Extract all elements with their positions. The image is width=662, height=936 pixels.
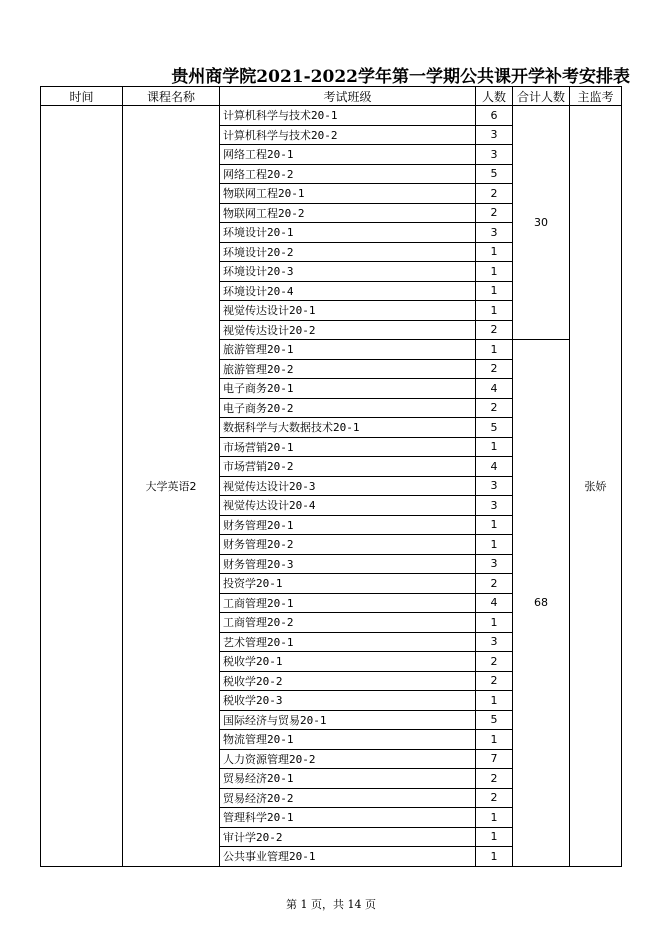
- count-cell: 1: [476, 281, 513, 301]
- count-cell: 1: [476, 808, 513, 828]
- count-cell: 1: [476, 242, 513, 262]
- class-name-cell: 管理科学20-1: [220, 808, 476, 828]
- header-time: 时间: [41, 87, 123, 106]
- count-cell: 2: [476, 184, 513, 204]
- header-count: 人数: [476, 87, 513, 106]
- count-cell: 1: [476, 535, 513, 555]
- count-cell: 3: [476, 476, 513, 496]
- count-cell: 3: [476, 496, 513, 516]
- class-name-cell: 环境设计20-3: [220, 262, 476, 282]
- table-row: [41, 106, 622, 126]
- total-count-cell: 68: [513, 340, 570, 867]
- header-total: 合计人数: [513, 87, 570, 106]
- count-cell: 2: [476, 203, 513, 223]
- count-cell: 2: [476, 788, 513, 808]
- class-name-cell: 工商管理20-1: [220, 593, 476, 613]
- count-cell: 2: [476, 320, 513, 340]
- class-name-cell: 环境设计20-1: [220, 223, 476, 243]
- count-cell: 1: [476, 301, 513, 321]
- count-cell: 1: [476, 515, 513, 535]
- count-cell: 1: [476, 847, 513, 867]
- count-cell: 2: [476, 574, 513, 594]
- class-name-cell: 市场营销20-2: [220, 457, 476, 477]
- count-cell: 6: [476, 106, 513, 126]
- page-footer: 第 1 页，共 14 页: [286, 898, 376, 911]
- count-cell: 2: [476, 398, 513, 418]
- class-name-cell: 贸易经济20-2: [220, 788, 476, 808]
- class-name-cell: 旅游管理20-1: [220, 340, 476, 360]
- header-row: [41, 87, 622, 106]
- count-cell: 3: [476, 632, 513, 652]
- class-name-cell: 财务管理20-3: [220, 554, 476, 574]
- class-name-cell: 工商管理20-2: [220, 613, 476, 633]
- class-name-cell: 电子商务20-1: [220, 379, 476, 399]
- header-proctor: 主监考: [570, 87, 622, 106]
- count-cell: 1: [476, 262, 513, 282]
- class-name-cell: 视觉传达设计20-1: [220, 301, 476, 321]
- class-name-cell: 审计学20-2: [220, 827, 476, 847]
- count-cell: 3: [476, 125, 513, 145]
- class-name-cell: 电子商务20-2: [220, 398, 476, 418]
- class-name-cell: 物联网工程20-2: [220, 203, 476, 223]
- class-name-cell: 税收学20-2: [220, 671, 476, 691]
- count-cell: 1: [476, 691, 513, 711]
- class-name-cell: 税收学20-3: [220, 691, 476, 711]
- exam-schedule-table: [40, 86, 622, 867]
- class-name-cell: 国际经济与贸易20-1: [220, 710, 476, 730]
- class-name-cell: 计算机科学与技术20-1: [220, 106, 476, 126]
- count-cell: 4: [476, 379, 513, 399]
- count-cell: 3: [476, 554, 513, 574]
- count-cell: 4: [476, 593, 513, 613]
- count-cell: 2: [476, 671, 513, 691]
- class-name-cell: 网络工程20-2: [220, 164, 476, 184]
- class-name-cell: 公共事业管理20-1: [220, 847, 476, 867]
- count-cell: 3: [476, 145, 513, 165]
- total-count-cell: 30: [513, 106, 570, 340]
- class-name-cell: 旅游管理20-2: [220, 359, 476, 379]
- class-name-cell: 视觉传达设计20-4: [220, 496, 476, 516]
- count-cell: 1: [476, 827, 513, 847]
- count-cell: 2: [476, 769, 513, 789]
- count-cell: 1: [476, 437, 513, 457]
- class-name-cell: 贸易经济20-1: [220, 769, 476, 789]
- count-cell: 5: [476, 710, 513, 730]
- class-name-cell: 网络工程20-1: [220, 145, 476, 165]
- class-name-cell: 计算机科学与技术20-2: [220, 125, 476, 145]
- time-cell: [41, 106, 123, 867]
- class-name-cell: 税收学20-1: [220, 652, 476, 672]
- count-cell: 1: [476, 340, 513, 360]
- class-name-cell: 物联网工程20-1: [220, 184, 476, 204]
- count-cell: 7: [476, 749, 513, 769]
- page-title: 贵州商学院2021-2022学年第一学期公共课开学补考安排表: [171, 67, 630, 87]
- class-name-cell: 投资学20-1: [220, 574, 476, 594]
- header-course: 课程名称: [123, 87, 220, 106]
- count-cell: 2: [476, 652, 513, 672]
- class-name-cell: 视觉传达设计20-2: [220, 320, 476, 340]
- class-name-cell: 数据科学与大数据技术20-1: [220, 418, 476, 438]
- class-name-cell: 艺术管理20-1: [220, 632, 476, 652]
- count-cell: 5: [476, 418, 513, 438]
- count-cell: 2: [476, 359, 513, 379]
- count-cell: 3: [476, 223, 513, 243]
- class-name-cell: 财务管理20-1: [220, 515, 476, 535]
- class-name-cell: 物流管理20-1: [220, 730, 476, 750]
- class-name-cell: 环境设计20-4: [220, 281, 476, 301]
- class-name-cell: 财务管理20-2: [220, 535, 476, 555]
- course-name-cell: 大学英语2: [123, 106, 220, 867]
- count-cell: 1: [476, 730, 513, 750]
- class-name-cell: 环境设计20-2: [220, 242, 476, 262]
- proctor-cell: 张娇: [570, 106, 622, 867]
- header-class: 考试班级: [220, 87, 476, 106]
- class-name-cell: 人力资源管理20-2: [220, 749, 476, 769]
- class-name-cell: 市场营销20-1: [220, 437, 476, 457]
- count-cell: 5: [476, 164, 513, 184]
- class-name-cell: 视觉传达设计20-3: [220, 476, 476, 496]
- count-cell: 1: [476, 613, 513, 633]
- count-cell: 4: [476, 457, 513, 477]
